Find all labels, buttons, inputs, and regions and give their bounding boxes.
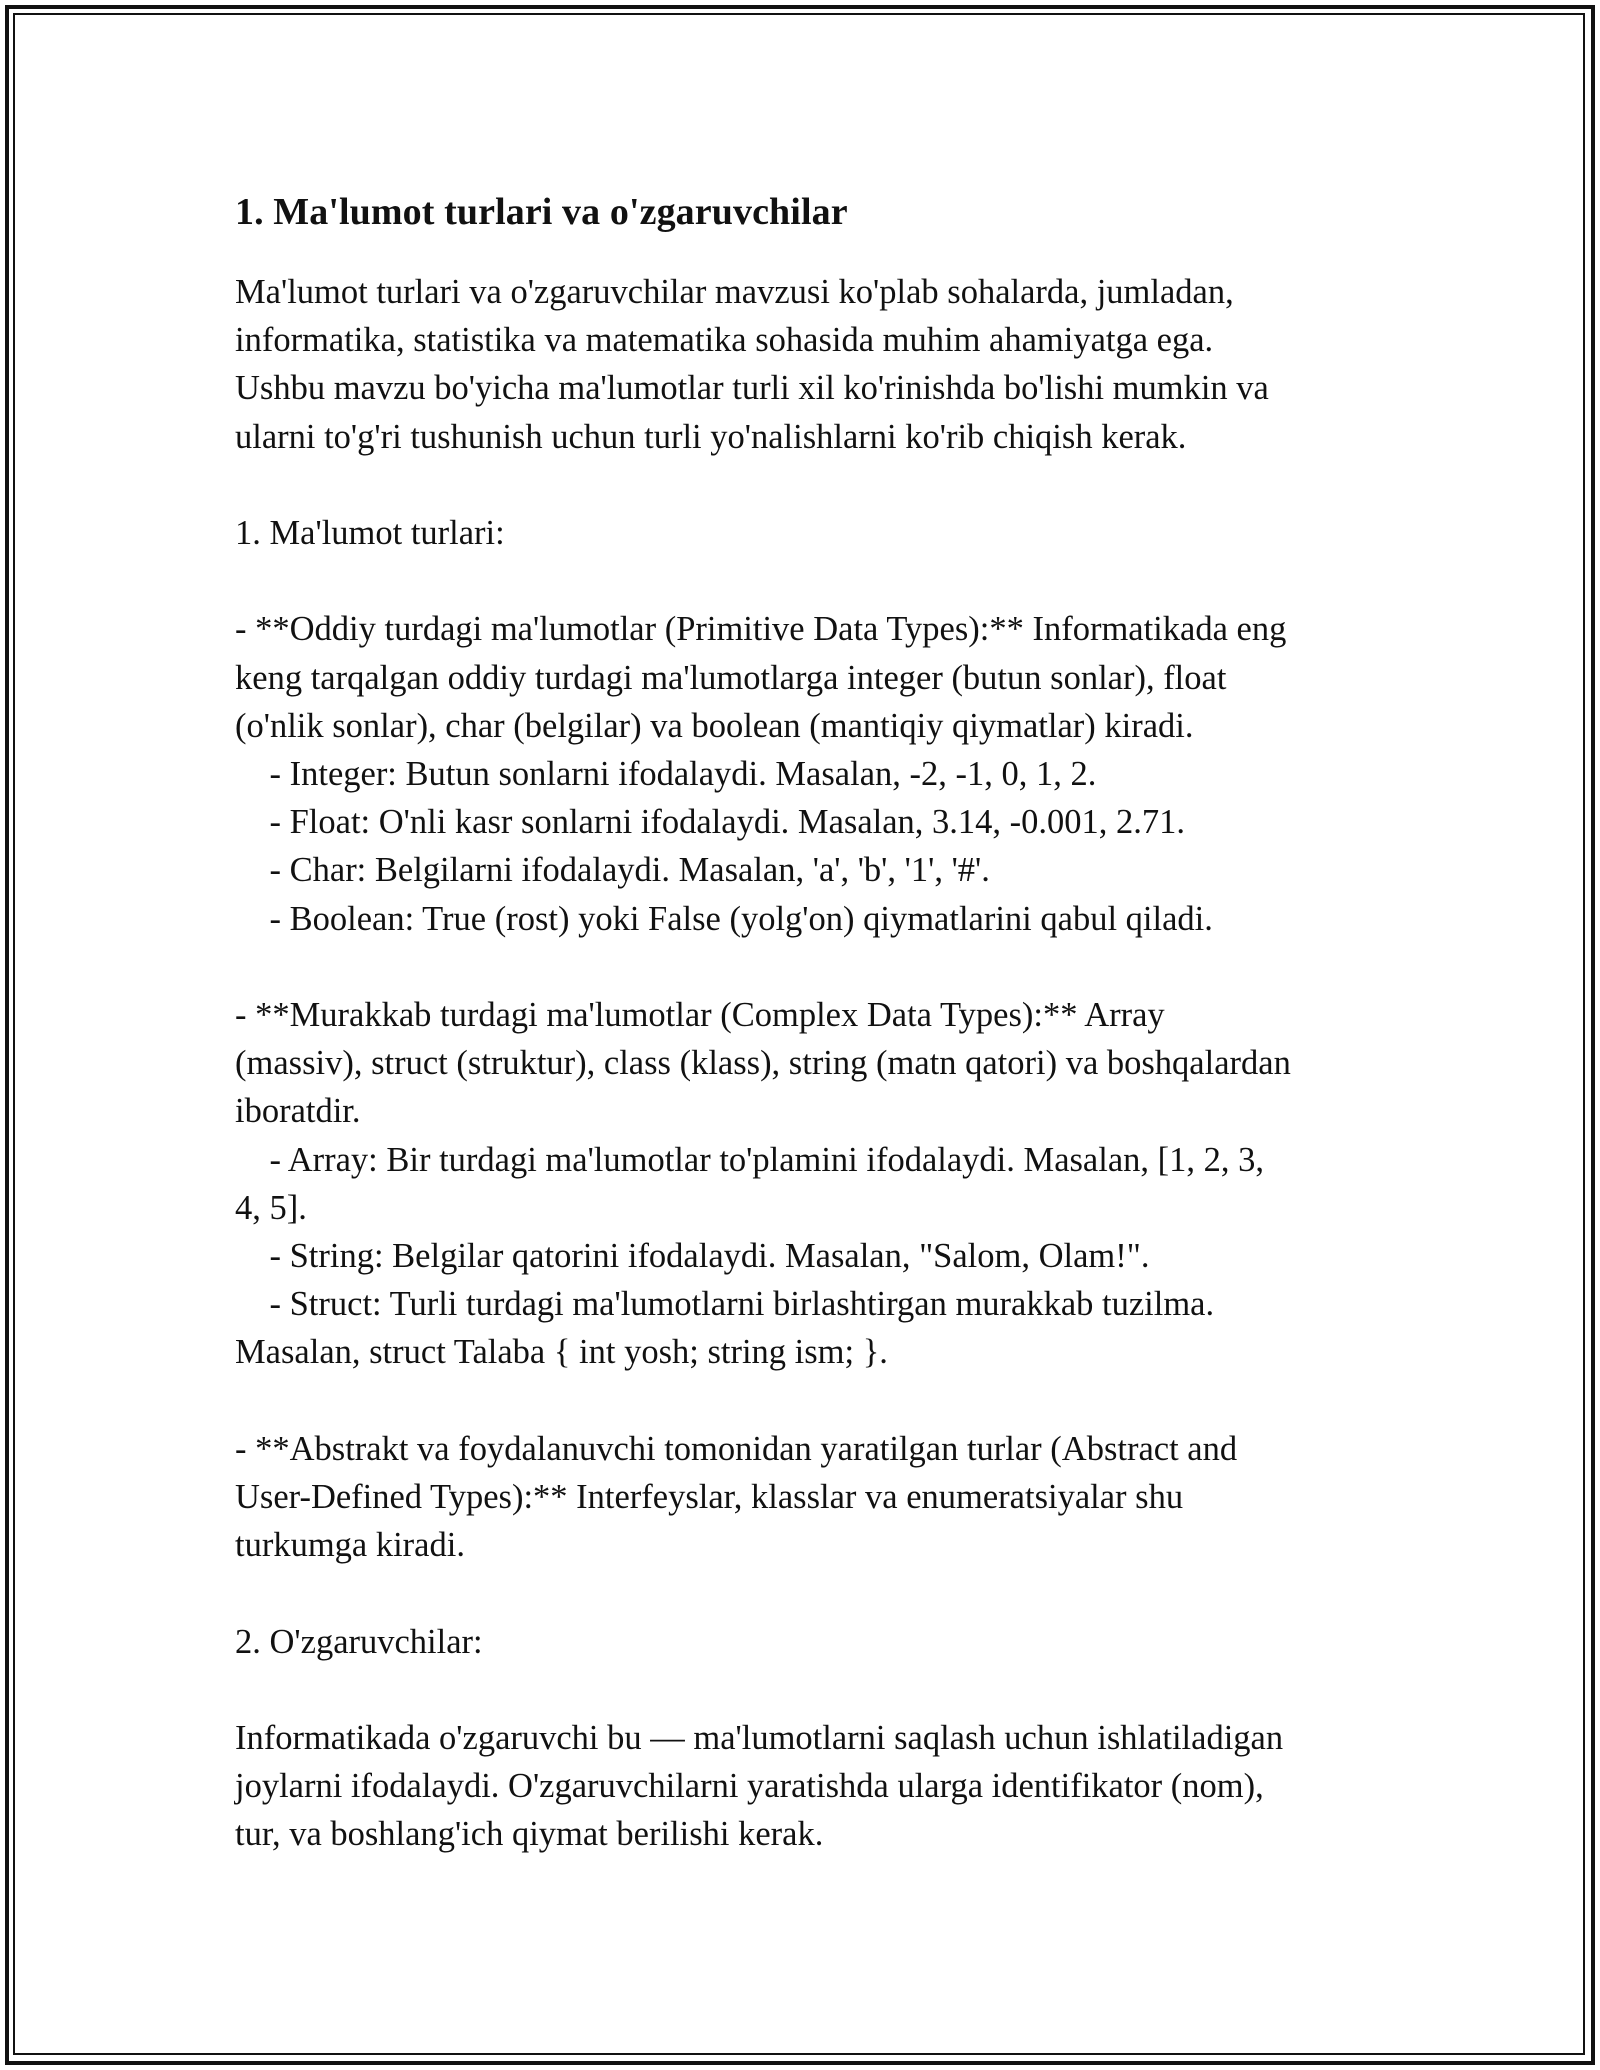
blank-line (235, 557, 1375, 605)
text-line: - **Murakkab turdagi ma'lumotlar (Complex Data Types):** Array (235, 996, 1165, 1034)
text-line: - Boolean: True (rost) yoki False (yolg'on) qiymatlarini qabul qiladi. (235, 899, 1213, 938)
text-line: 4, 5]. (235, 1188, 307, 1227)
text-line: Informatikada o'zgaruvchi bu — ma'lumotlarni saqlash uchun ishlatiladigan (235, 1719, 1284, 1757)
blank-line (235, 461, 1375, 509)
text-line: - Array: Bir turdagi ma'lumotlar to'plamini ifodalaydi. Masalan, [1, 2, 3, (235, 1140, 1265, 1179)
blank-line (235, 1377, 1375, 1425)
text-line: iboratdir. (235, 1092, 361, 1131)
text-line: - Integer: Butun sonlarni ifodalaydi. Masalan, -2, -1, 0, 1, 2. (235, 755, 1097, 793)
document-text (235, 268, 1375, 1859)
text-line: - Char: Belgilarni ifodalaydi. Masalan, 'a', 'b', '1', '#'. (235, 851, 990, 890)
text-line: Masalan, struct Talaba { int yosh; string ism; }. (235, 1333, 888, 1372)
text-line: (massiv), struct (struktur), class (klass), string (matn qatori) va boshqalardan (235, 1044, 1291, 1083)
text-line: Ma'lumot turlari va o'zgaruvchilar mavzusi ko'plab sohalarda, jumladan, (235, 273, 1234, 311)
text-line: Ushbu mavzu bo'yicha ma'lumotlar turli xil ko'rinishda bo'lishi mumkin va (235, 369, 1269, 408)
document-body (235, 186, 1375, 1859)
text-line: - **Oddiy turdagi ma'lumotlar (Primitive Data Types):** Informatikada eng (235, 610, 1287, 649)
text-line: turkumga kiradi. (235, 1526, 465, 1565)
text-line: - String: Belgilar qatorini ifodalaydi. Masalan, "Salom, Olam!". (235, 1237, 1150, 1276)
text-line: 2. O'zgaruvchilar: (235, 1622, 483, 1661)
text-line: - Float: O'nli kasr sonlarni ifodalaydi. Masalan, 3.14, -0.001, 2.71. (235, 803, 1186, 842)
text-line: User-Defined Types):** Interfeyslar, klasslar va enumeratsiyalar shu (235, 1478, 1184, 1517)
text-line: informatika, statistika va matematika sohasida muhim ahamiyatga ega. (235, 321, 1214, 360)
text-line: - Struct: Turli turdagi ma'lumotlarni birlashtirgan murakkab tuzilma. (235, 1285, 1215, 1324)
text-line: (o'nlik sonlar), char (belgilar) va boolean (mantiqiy qiymatlar) kiradi. (235, 706, 1194, 745)
blank-line (235, 1666, 1375, 1714)
section-heading: 1. Ma'lumot turlari va o'zgaruvchilar (235, 191, 848, 233)
blank-line (235, 1569, 1375, 1617)
text-line: ularni to'g'ri tushunish uchun turli yo'nalishlarni ko'rib chiqish kerak. (235, 417, 1187, 456)
text-line: tur, va boshlang'ich qiymat berilishi kerak. (235, 1815, 824, 1854)
text-line: joylarni ifodalaydi. O'zgaruvchilarni yaratishda ularga identifikator (nom), (235, 1767, 1264, 1806)
blank-line (235, 943, 1375, 991)
text-line: 1. Ma'lumot turlari: (235, 514, 505, 552)
text-line: keng tarqalgan oddiy turdagi ma'lumotlarga integer (butun sonlar), float (235, 658, 1227, 697)
text-line: - **Abstrakt va foydalanuvchi tomonidan yaratilgan turlar (Abstract and (235, 1429, 1238, 1468)
